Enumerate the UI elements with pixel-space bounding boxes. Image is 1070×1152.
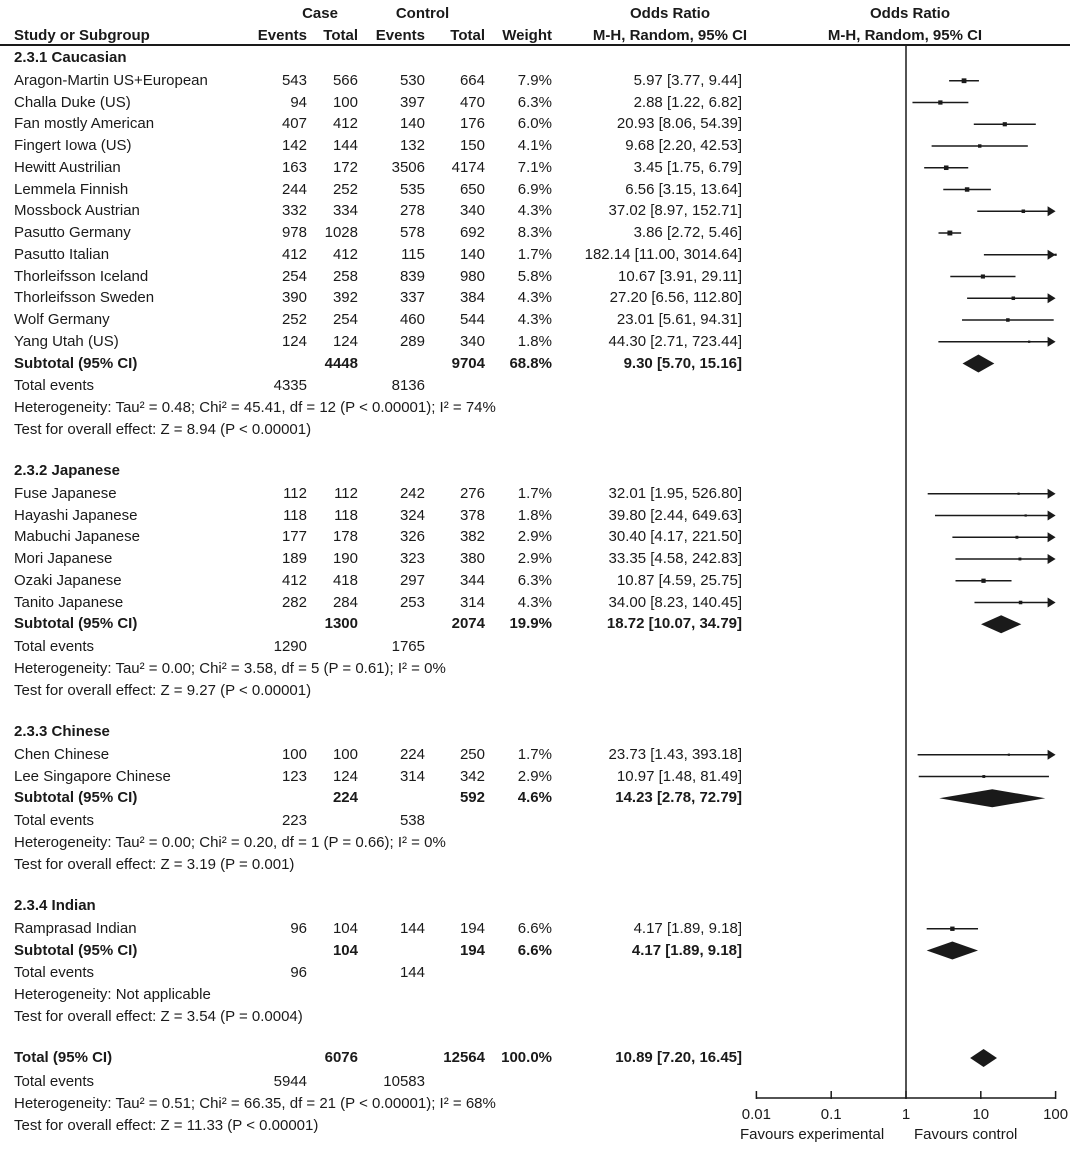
study-or-text: 10.87 [4.59, 25.75]: [616, 571, 742, 589]
total-events-label: Total events: [14, 812, 95, 829]
study-name: Wolf Germany: [14, 311, 110, 328]
study-name: Mabuchi Japanese: [14, 528, 140, 546]
study-or-text: 30.40 [4.17, 221.50]: [608, 528, 742, 546]
study-weight: 1.8%: [517, 506, 552, 524]
study-ctrl-events: 140: [399, 115, 425, 133]
study-ctrl-total: 664: [459, 71, 485, 89]
pooled-diamond: [939, 789, 1045, 807]
study-ctrl-total: 340: [459, 202, 485, 220]
study-case-total: 190: [332, 550, 358, 567]
total-events-ctrl: 538: [399, 812, 425, 829]
study-weight: 4.3%: [517, 202, 552, 220]
study-point: [1015, 536, 1018, 539]
study-point: [1003, 122, 1007, 126]
total-events-case: 4335: [273, 377, 307, 395]
study-or-text: 20.93 [8.06, 54.39]: [616, 115, 742, 133]
study-or-text: 27.20 [6.56, 112.80]: [609, 289, 742, 307]
study-ctrl-events: 242: [399, 484, 425, 502]
study-point: [982, 775, 985, 778]
x-tick-label: 0.01: [741, 1106, 771, 1123]
study-case-total: 178: [332, 528, 358, 546]
study-or-text: 182.14 [11.00, 3014.64]: [584, 245, 742, 263]
study-ctrl-events: 337: [399, 289, 425, 307]
study-case-events: 390: [281, 289, 307, 307]
overall-total-events-ctrl: 10583: [383, 1073, 425, 1090]
study-or-text: 5.97 [3.77, 9.44]: [633, 71, 742, 89]
study-ctrl-total: 980: [459, 267, 485, 285]
header-case-group: Case: [302, 5, 338, 22]
study-case-events: 100: [281, 745, 307, 763]
subtotal-or-text: 4.17 [1.89, 9.18]: [631, 941, 742, 959]
subtotal-label: Subtotal (95% CI): [14, 789, 138, 807]
x-tick-label: 1: [901, 1106, 911, 1123]
study-name: Thorleifsson Sweden: [14, 289, 155, 307]
study-point: [981, 274, 985, 278]
study-case-total: 412: [332, 115, 358, 133]
study-weight: 6.6%: [517, 919, 552, 937]
study-weight: 5.8%: [517, 267, 552, 285]
study-case-events: 244: [281, 180, 307, 198]
study-ctrl-events: 578: [399, 224, 425, 241]
study-weight: 4.3%: [517, 593, 552, 611]
overall-effect-text: Test for overall effect: Z = 9.27 (P < 0.00001): [14, 681, 312, 699]
study-or-text: 44.30 [2.71, 723.44]: [608, 332, 742, 350]
study-name: Fan mostly American: [14, 115, 155, 133]
overall-case-total: 6076: [324, 1049, 358, 1066]
study-weight: 6.3%: [517, 571, 552, 589]
study-case-events: 332: [281, 202, 307, 220]
study-case-events: 177: [281, 528, 307, 546]
study-ctrl-events: 253: [399, 593, 425, 611]
study-case-total: 144: [332, 137, 358, 154]
subtotal-case-total: 1300: [324, 615, 358, 633]
header-rule: [0, 44, 1070, 46]
study-ctrl-events: 535: [399, 180, 425, 198]
study-point: [962, 78, 967, 83]
study-ctrl-events: 278: [399, 202, 425, 220]
study-name: Pasutto Germany: [14, 224, 131, 241]
ci-arrow: [1048, 511, 1056, 521]
x-tick-label: 0.1: [820, 1106, 842, 1123]
study-ctrl-events: 115: [401, 245, 425, 263]
study-case-total: 124: [332, 332, 358, 350]
subtotal-or-text: 18.72 [10.07, 34.79]: [606, 615, 742, 633]
study-case-events: 112: [283, 484, 307, 502]
heterogeneity-text: Heterogeneity: Tau² = 0.48; Chi² = 45.41, df = 12 (P < 0.00001); I² = 74%: [14, 399, 496, 416]
study-or-text: 34.00 [8.23, 140.45]: [608, 593, 742, 611]
study-case-total: 334: [332, 202, 358, 220]
subtotal-or-text: 9.30 [5.70, 15.16]: [623, 354, 742, 372]
study-case-total: 1028: [324, 224, 358, 241]
overall-ctrl-total: 12564: [443, 1049, 485, 1066]
study-or-text: 10.67 [3.91, 29.11]: [618, 267, 742, 285]
overall-weight: 100.0%: [501, 1049, 552, 1066]
ci-arrow: [1048, 554, 1056, 564]
header-case-total: Total: [323, 27, 358, 44]
study-or-text: 33.35 [4.58, 242.83]: [608, 550, 742, 567]
study-point: [1006, 318, 1010, 322]
study-ctrl-total: 150: [459, 137, 485, 154]
study-ctrl-total: 344: [459, 571, 485, 589]
study-name: Chen Chinese: [14, 745, 110, 763]
study-case-total: 418: [332, 571, 358, 589]
study-point: [965, 187, 969, 191]
total-events-case: 1290: [273, 638, 307, 655]
study-ctrl-total: 314: [459, 593, 485, 611]
study-ctrl-total: 650: [459, 180, 485, 198]
study-ctrl-events: 297: [399, 571, 425, 589]
study-case-total: 258: [332, 267, 358, 285]
study-case-events: 412: [281, 245, 307, 263]
header-plot-method: M-H, Random, 95% CI: [827, 27, 983, 44]
study-or-text: 23.73 [1.43, 393.18]: [608, 745, 742, 763]
study-point: [1025, 514, 1027, 516]
study-point: [947, 231, 952, 236]
study-or-text: 9.68 [2.20, 42.53]: [625, 137, 742, 154]
study-case-events: 163: [281, 158, 307, 176]
ci-arrow: [1048, 598, 1056, 608]
overall-total-events-label: Total events: [14, 1073, 95, 1090]
subtotal-weight: 4.6%: [517, 789, 552, 807]
study-case-events: 94: [290, 93, 307, 111]
study-or-text: 23.01 [5.61, 94.31]: [616, 311, 742, 328]
study-or-text: 39.80 [2.44, 649.63]: [608, 506, 742, 524]
study-case-total: 104: [332, 919, 358, 937]
study-ctrl-total: 342: [459, 767, 485, 785]
study-point: [944, 165, 949, 170]
ci-arrow: [1048, 750, 1056, 760]
study-ctrl-events: 144: [399, 919, 425, 937]
pooled-diamond: [981, 615, 1021, 633]
study-weight: 1.7%: [517, 745, 552, 763]
study-case-events: 407: [281, 115, 307, 133]
study-ctrl-events: 224: [399, 745, 425, 763]
study-ctrl-events: 326: [399, 528, 425, 546]
subtotal-case-total: 224: [332, 789, 358, 807]
subgroup-title: 2.3.4 Indian: [14, 897, 96, 914]
subtotal-ctrl-total: 2074: [451, 615, 485, 633]
header-or-title: Odds Ratio: [629, 5, 710, 22]
ci-arrow: [1048, 293, 1056, 303]
study-name: Aragon-Martin US+European: [14, 71, 208, 89]
study-case-total: 124: [332, 767, 358, 785]
overall-effect-test-text: Test for overall effect: Z = 11.33 (P < 0.00001): [14, 1117, 319, 1134]
study-case-total: 412: [332, 245, 358, 263]
subtotal-weight: 19.9%: [509, 615, 552, 633]
heterogeneity-text: Heterogeneity: Tau² = 0.00; Chi² = 0.20, df = 1 (P = 0.66); I² = 0%: [14, 833, 446, 851]
subgroup-title: 2.3.2 Japanese: [14, 462, 120, 479]
study-case-total: 254: [332, 311, 358, 328]
subtotal-case-total: 104: [332, 941, 358, 959]
study-weight: 1.8%: [517, 332, 552, 350]
subtotal-case-total: 4448: [324, 354, 358, 372]
header-weight: Weight: [502, 27, 552, 44]
study-point: [1017, 493, 1019, 495]
ci-arrow: [1048, 532, 1056, 542]
study-point: [1054, 254, 1056, 256]
header-plot-title: Odds Ratio: [869, 5, 950, 22]
study-name: Mossbock Austrian: [14, 202, 140, 220]
study-case-events: 123: [281, 767, 307, 785]
study-ctrl-total: 378: [459, 506, 485, 524]
study-point: [981, 579, 985, 583]
study-name: Ramprasad Indian: [14, 919, 137, 937]
ci-arrow: [1048, 489, 1056, 499]
subtotal-label: Subtotal (95% CI): [14, 615, 138, 633]
study-case-total: 172: [332, 158, 358, 176]
study-ctrl-total: 4174: [451, 158, 485, 176]
study-ctrl-total: 384: [459, 289, 485, 307]
study-ctrl-total: 176: [459, 115, 485, 133]
study-ctrl-total: 140: [459, 245, 485, 263]
study-case-events: 189: [281, 550, 307, 567]
study-point: [1018, 558, 1021, 561]
study-ctrl-total: 276: [459, 484, 485, 502]
study-or-text: 3.86 [2.72, 5.46]: [633, 224, 742, 241]
x-tick-label: 100: [1043, 1106, 1069, 1123]
study-name: Thorleifsson Iceland: [14, 267, 149, 285]
overall-total-events-case: 5944: [273, 1073, 307, 1090]
study-point: [938, 100, 942, 104]
overall-effect-text: Test for overall effect: Z = 8.94 (P < 0.00001): [14, 420, 312, 438]
study-or-text: 32.01 [1.95, 526.80]: [608, 484, 742, 502]
study-case-events: 543: [281, 71, 307, 89]
total-events-ctrl: 144: [399, 964, 425, 982]
study-weight: 4.3%: [517, 311, 552, 328]
study-weight: 6.0%: [517, 115, 552, 133]
study-case-total: 284: [332, 593, 358, 611]
study-point: [1019, 601, 1023, 605]
ci-arrow: [1048, 206, 1056, 216]
study-ctrl-total: 380: [459, 550, 485, 567]
study-weight: 2.9%: [517, 550, 552, 567]
study-or-text: 4.17 [1.89, 9.18]: [633, 919, 742, 937]
subgroup-title: 2.3.1 Caucasian: [14, 49, 127, 66]
subtotal-ctrl-total: 592: [459, 789, 485, 807]
study-name: Fingert Iowa (US): [14, 137, 132, 154]
study-name: Pasutto Italian: [14, 245, 110, 263]
study-or-text: 10.97 [1.48, 81.49]: [616, 767, 742, 785]
study-ctrl-events: 460: [399, 311, 425, 328]
study-or-text: 3.45 [1.75, 6.79]: [633, 158, 742, 176]
overall-heterogeneity-text: Heterogeneity: Tau² = 0.51; Chi² = 66.35, df = 21 (P < 0.00001); I² = 68%: [14, 1095, 496, 1112]
study-or-text: 6.56 [3.15, 13.64]: [625, 180, 742, 198]
study-case-total: 112: [334, 484, 358, 502]
study-weight: 1.7%: [517, 484, 552, 502]
pooled-diamond: [963, 355, 995, 373]
study-name: Yang Utah (US): [14, 332, 119, 350]
favours-experimental-label: Favours experimental: [740, 1126, 885, 1143]
total-events-ctrl: 8136: [391, 377, 425, 395]
subtotal-label: Subtotal (95% CI): [14, 354, 138, 372]
study-weight: 2.9%: [517, 767, 552, 785]
total-events-label: Total events: [14, 964, 95, 982]
study-name: Fuse Japanese: [14, 484, 117, 502]
study-ctrl-events: 324: [399, 506, 425, 524]
subtotal-label: Subtotal (95% CI): [14, 941, 138, 959]
header-ctrl-events: Events: [375, 27, 425, 44]
subtotal-ctrl-total: 194: [459, 941, 485, 959]
study-weight: 6.3%: [517, 93, 552, 111]
study-ctrl-total: 340: [459, 332, 485, 350]
study-point: [1028, 341, 1030, 343]
study-ctrl-total: 250: [459, 745, 485, 763]
study-case-total: 252: [332, 180, 358, 198]
study-ctrl-events: 530: [399, 71, 425, 89]
favours-control-label: Favours control: [914, 1126, 1018, 1143]
overall-effect-text: Test for overall effect: Z = 3.54 (P = 0.0004): [14, 1007, 303, 1025]
study-or-text: 2.88 [1.22, 6.82]: [633, 93, 742, 111]
study-ctrl-total: 544: [459, 311, 485, 328]
study-ctrl-events: 839: [399, 267, 425, 285]
subtotal-weight: 68.8%: [509, 354, 552, 372]
overall-effect-text: Test for overall effect: Z = 3.19 (P = 0.001): [14, 855, 295, 873]
study-ctrl-events: 314: [399, 767, 425, 785]
ci-arrow: [1048, 337, 1056, 347]
study-weight: 8.3%: [517, 224, 552, 241]
header-ctrl-total: Total: [450, 27, 485, 44]
header-study-col: Study or Subgroup: [14, 27, 150, 44]
study-point: [1008, 754, 1010, 756]
overall-total-label: Total (95% CI): [14, 1049, 113, 1066]
study-case-events: 118: [283, 506, 307, 524]
header-control-group: Control: [395, 5, 450, 22]
header-case-events: Events: [257, 27, 307, 44]
study-ctrl-events: 323: [399, 550, 425, 567]
study-name: Lemmela Finnish: [14, 180, 129, 198]
study-case-events: 412: [281, 571, 307, 589]
study-ctrl-events: 132: [399, 137, 425, 154]
study-ctrl-total: 194: [459, 919, 485, 937]
pooled-diamond: [970, 1049, 997, 1067]
study-case-total: 100: [332, 745, 358, 763]
study-ctrl-events: 289: [399, 332, 425, 350]
study-point: [978, 144, 981, 147]
study-name: Mori Japanese: [14, 550, 113, 567]
study-ctrl-total: 382: [459, 528, 485, 546]
study-name: Hayashi Japanese: [14, 506, 138, 524]
study-point: [1012, 296, 1016, 300]
subtotal-ctrl-total: 9704: [451, 354, 485, 372]
study-name: Lee Singapore Chinese: [14, 767, 171, 785]
total-events-case: 96: [290, 964, 307, 982]
subtotal-or-text: 14.23 [2.78, 72.79]: [615, 789, 742, 807]
study-case-events: 978: [281, 224, 307, 241]
study-case-events: 282: [281, 593, 307, 611]
study-case-events: 124: [281, 332, 307, 350]
study-weight: 7.1%: [517, 158, 552, 176]
study-weight: 6.9%: [517, 180, 552, 198]
study-ctrl-total: 470: [459, 93, 485, 111]
total-events-case: 223: [281, 812, 307, 829]
study-weight: 4.1%: [517, 137, 552, 154]
study-or-text: 37.02 [8.97, 152.71]: [608, 202, 742, 220]
study-case-total: 100: [332, 93, 358, 111]
study-point: [950, 927, 954, 931]
header-or-method: M-H, Random, 95% CI: [592, 27, 748, 44]
study-point: [1022, 209, 1026, 213]
ci-arrow: [1048, 250, 1056, 260]
study-name: Hewitt Austrilian: [14, 158, 121, 176]
study-name: Tanito Japanese: [14, 593, 124, 611]
study-weight: 4.3%: [517, 289, 552, 307]
study-ctrl-events: 397: [399, 93, 425, 111]
study-case-total: 118: [334, 506, 358, 524]
study-ctrl-total: 692: [459, 224, 485, 241]
total-events-ctrl: 1765: [391, 638, 425, 655]
pooled-diamond: [927, 942, 978, 960]
study-case-total: 566: [332, 71, 358, 89]
overall-or-text: 10.89 [7.20, 16.45]: [615, 1049, 742, 1066]
study-case-total: 392: [332, 289, 358, 307]
study-case-events: 142: [281, 137, 307, 154]
x-tick-label: 10: [972, 1106, 990, 1123]
study-weight: 1.7%: [517, 245, 552, 263]
total-events-label: Total events: [14, 638, 95, 655]
study-name: Challa Duke (US): [14, 93, 131, 111]
study-weight: 7.9%: [517, 71, 552, 89]
study-case-events: 96: [290, 919, 307, 937]
subtotal-weight: 6.6%: [517, 941, 552, 959]
study-case-events: 254: [281, 267, 307, 285]
study-case-events: 252: [281, 311, 307, 328]
study-weight: 2.9%: [517, 528, 552, 546]
heterogeneity-text: Heterogeneity: Not applicable: [14, 986, 211, 1003]
heterogeneity-text: Heterogeneity: Tau² = 0.00; Chi² = 3.58, df = 5 (P = 0.61); I² = 0%: [14, 659, 446, 677]
study-ctrl-events: 3506: [391, 158, 425, 176]
study-name: Ozaki Japanese: [14, 571, 122, 589]
total-events-label: Total events: [14, 377, 95, 395]
subgroup-title: 2.3.3 Chinese: [14, 723, 110, 740]
